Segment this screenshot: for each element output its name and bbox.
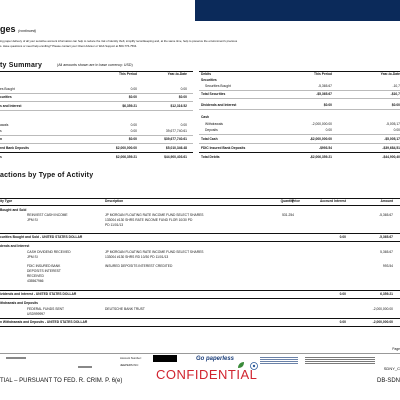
summary-left-ytd: $5,010,346.48: [165, 146, 187, 150]
group-total-rule: [0, 318, 400, 319]
summary-right-col-ytd: Year-to-Date: [380, 72, 400, 76]
summary-right-ytd: -$5,005,17: [384, 137, 400, 141]
summary-left-this: $2,000,000.00: [115, 146, 137, 150]
summary-left-label: es Bought: [0, 87, 15, 91]
group-total-amount: -2,000,000.00: [372, 320, 393, 324]
header-banner: [195, 0, 400, 21]
summary-right-head: Debits: [201, 72, 212, 76]
page-label: Page: [392, 347, 400, 351]
summary-left-col-this: This Period: [119, 72, 137, 76]
summary-left-ytd: 0.00: [180, 87, 187, 91]
summary-left-this: $0.00: [128, 95, 137, 99]
activity-col-price: Price: [291, 199, 300, 203]
summary-right-this: -$993.54: [318, 146, 332, 150]
summary-left-ytd: 0.00: [180, 123, 187, 127]
summary-left-this: $0.00: [128, 137, 137, 141]
group-header-withdrawals: ithdrawals and Deposits: [0, 301, 38, 305]
activity-row-description: DEUTSCHE BANK TRUST: [105, 307, 145, 311]
group-total-amount: -5,365.67: [379, 235, 393, 239]
activity-col-quantity: Quantity: [280, 199, 294, 203]
summary-left-ytd: $0.00: [178, 95, 187, 99]
summary-right-this: -2,000,000.00: [311, 122, 332, 126]
intro-line-2: s. Have questions or need help enrolling? Please contact your Client Advisor or Web Support at 800-776-7564.: [0, 44, 138, 48]
summary-right-col-this: This Period: [314, 72, 332, 76]
summary-right-divider: [199, 134, 400, 135]
footer-rule: [0, 353, 400, 354]
page-title-text: ges: [0, 24, 16, 34]
activity-row-amount: 5,365.67: [380, 250, 393, 254]
summary-left-this: 0.00: [130, 87, 137, 91]
summary-left-ytd: $39,677,740.61: [164, 137, 187, 141]
summary-left-divider: [0, 152, 193, 153]
activity-row-amount: -5,365.67: [379, 213, 393, 217]
leaf-icon: [237, 356, 245, 363]
summary-left-this: 0.00: [130, 123, 137, 127]
activity-row-type: DEPOSITS INTEREST: [27, 269, 61, 273]
activity-row-type: RECEIVED: [27, 274, 44, 278]
summary-right-label: Securities Bought: [205, 84, 231, 88]
summary-title: ty Summary: [0, 62, 43, 69]
summary-right-divider: [199, 152, 400, 153]
page-title-suffix: (continued): [18, 29, 37, 33]
activity-row-type: REINVEST CASH INCOME: [27, 213, 68, 217]
summary-rule-left: [0, 71, 193, 72]
redaction-box: [153, 355, 177, 362]
summary-left-label: s: [0, 155, 2, 159]
activity-row-description: JP MORGAN FLOATING RATE INCOME FUND SELECT SHARES: [105, 213, 204, 217]
footer-logo-text: [260, 357, 298, 365]
summary-right-divider: [199, 109, 400, 110]
summary-left-label: n: [0, 137, 3, 141]
summary-left-label: curities: [0, 95, 12, 99]
group-total-rule: [0, 241, 400, 242]
summary-right-this: -5,365.67: [318, 84, 332, 88]
activity-row-type: USD999997: [27, 312, 45, 316]
summary-right-label: FDIC Insured Bank Deposits: [201, 146, 246, 150]
activity-row-amount: -2,000,000.00: [372, 307, 393, 311]
summary-left-this: 0.00: [130, 129, 137, 133]
group-total-label: n Withdrawals and Deposits - UNITED STATES DOLLAR: [0, 320, 88, 324]
summary-right-this: $0.00: [323, 103, 332, 107]
activity-col-description: Description: [105, 199, 124, 203]
summary-left-ytd: $12,316.52: [170, 104, 187, 108]
summary-right-ytd: -$39,684,51: [382, 146, 400, 150]
summary-left-label: red Bank Deposits: [0, 146, 29, 150]
footer-small-mark: [6, 357, 26, 359]
group-total-accrued: 0.00: [339, 235, 346, 239]
summary-left-divider: [0, 135, 193, 136]
summary-right-ytd: $0.00: [391, 103, 400, 107]
summary-right-label: Total Securities: [201, 92, 226, 96]
activity-row-type: JPM SI: [27, 218, 38, 222]
summary-right-label: Withdrawals: [205, 122, 223, 126]
group-total-accrued: 0.00: [339, 292, 346, 296]
confidential-notice: TIAL – PURSUANT TO FED. R. CRIM. P. 6(e): [0, 378, 123, 384]
group-total-rule: [0, 326, 400, 327]
footer-small-mark: [78, 366, 92, 368]
group-total-amount: 6,359.21: [380, 292, 393, 296]
group-total-rule: [0, 290, 400, 291]
activity-col-accrued: Accrued Interest: [319, 199, 346, 203]
confidential-stamp: CONFIDENTIAL: [156, 367, 258, 382]
activity-row-description: INSURED DEPOSITS INTEREST CREDITED: [105, 264, 173, 268]
activity-row-description: PD 11/01/13: [105, 223, 124, 227]
summary-right-ytd: -$10,7: [390, 92, 400, 96]
summary-right-this: -$2,006,359.21: [309, 155, 332, 159]
activity-row-type: FEDERAL FUNDS SENT: [27, 307, 65, 311]
activity-row-description: 133004 #130 SHRS RATE INCOME FUND FLOR 10/30 PD: [105, 218, 193, 222]
activity-row-type: 435567966: [27, 279, 44, 283]
summary-right-label: Cash: [201, 115, 210, 119]
activity-title: actions by Type of Activity: [0, 172, 94, 179]
activity-row-type: FDIC INSURED BANK: [27, 264, 61, 268]
activity-row-quantity: 531.254: [282, 213, 294, 217]
account-name: JEEPERS INC: [120, 363, 139, 367]
group-header-dividends: dends and Interest: [0, 244, 30, 248]
summary-left-divider: [0, 101, 193, 102]
summary-right-label: Total Cash: [201, 137, 218, 141]
activity-row-amount: 993.54: [382, 264, 393, 268]
group-total-rule: [0, 233, 400, 234]
group-total-rule: [0, 298, 400, 299]
summary-right-ytd: 0.00: [393, 128, 400, 132]
group-total-accrued: 0.00: [339, 320, 346, 324]
summary-right-divider: [199, 98, 400, 99]
page-title: [0, 25, 36, 34]
summary-right-divider: [199, 143, 400, 144]
summary-right-label: Deposits: [205, 128, 218, 132]
summary-left-divider: [0, 143, 193, 144]
bates-top: SDNY_C: [383, 366, 400, 371]
summary-left-ytd: $44,900,403.61: [164, 155, 187, 159]
summary-right-this: 0.00: [325, 128, 332, 132]
footer-logo-text: [305, 357, 375, 365]
summary-right-label: Total Debits: [201, 155, 220, 159]
summary-right-ytd: -$44,900,40: [382, 155, 400, 159]
summary-left-divider: [0, 93, 193, 94]
account-number-label: Account Number:: [120, 356, 142, 360]
activity-col-type: ity Type: [0, 199, 13, 203]
summary-right-ytd: -5,005,17: [386, 122, 400, 126]
activity-header-rule-bottom: [0, 205, 400, 206]
summary-left-label: s and Interest: [0, 104, 22, 108]
bates-bottom: DB-SDN: [376, 378, 400, 384]
summary-right-this: -$2,000,000.00: [309, 137, 332, 141]
summary-left-label: s: [0, 129, 2, 133]
seal-logo: [250, 357, 258, 365]
activity-row-type: JPM SI: [27, 255, 38, 259]
summary-left-this: $2,006,359.21: [115, 155, 137, 159]
summary-right-label: Dividends and Interest: [201, 103, 237, 107]
summary-subtitle: (All amounts shown are in base currency: USD): [57, 63, 133, 67]
group-total-label: ividends and Interest - UNITED STATES DOLLAR: [0, 292, 77, 296]
activity-col-amount: Amount: [380, 199, 393, 203]
summary-right-divider: [199, 90, 400, 91]
summary-left-label: awals: [0, 123, 9, 127]
summary-rule-right: [199, 71, 400, 72]
group-header-securities: Bought and Sold: [0, 208, 27, 212]
summary-right-ytd: -10,7: [392, 84, 400, 88]
group-total-label: curities Bought and Sold - UNITED STATES DOLLAR: [0, 235, 83, 239]
summary-left-divider: [0, 110, 193, 111]
activity-row-description: JP MORGAN FLOATING RATE INCOME FUND SELECT SHARES: [105, 250, 204, 254]
summary-left-this: $6,359.21: [122, 104, 137, 108]
go-paperless-logo: Go paperless: [196, 356, 235, 362]
summary-left-ytd: 39,677,740.61: [165, 129, 187, 133]
activity-row-description: 133004 #130 SHRS RD 10/30 PD 11/01/13: [105, 255, 169, 259]
summary-right-this: -$5,365.67: [316, 92, 332, 96]
summary-right-label: Securities: [201, 78, 217, 82]
summary-left-col-ytd: Year-to-Date: [167, 72, 187, 76]
activity-row-type: CASH DIVIDEND RECEIVED: [27, 250, 71, 254]
intro-line-1: ing paper delivery of all your sensitive account information can help to reduce the risk of identity theft, simplify recordkeeping and, at the same time, help to preserve the environment's precious: [0, 39, 238, 43]
